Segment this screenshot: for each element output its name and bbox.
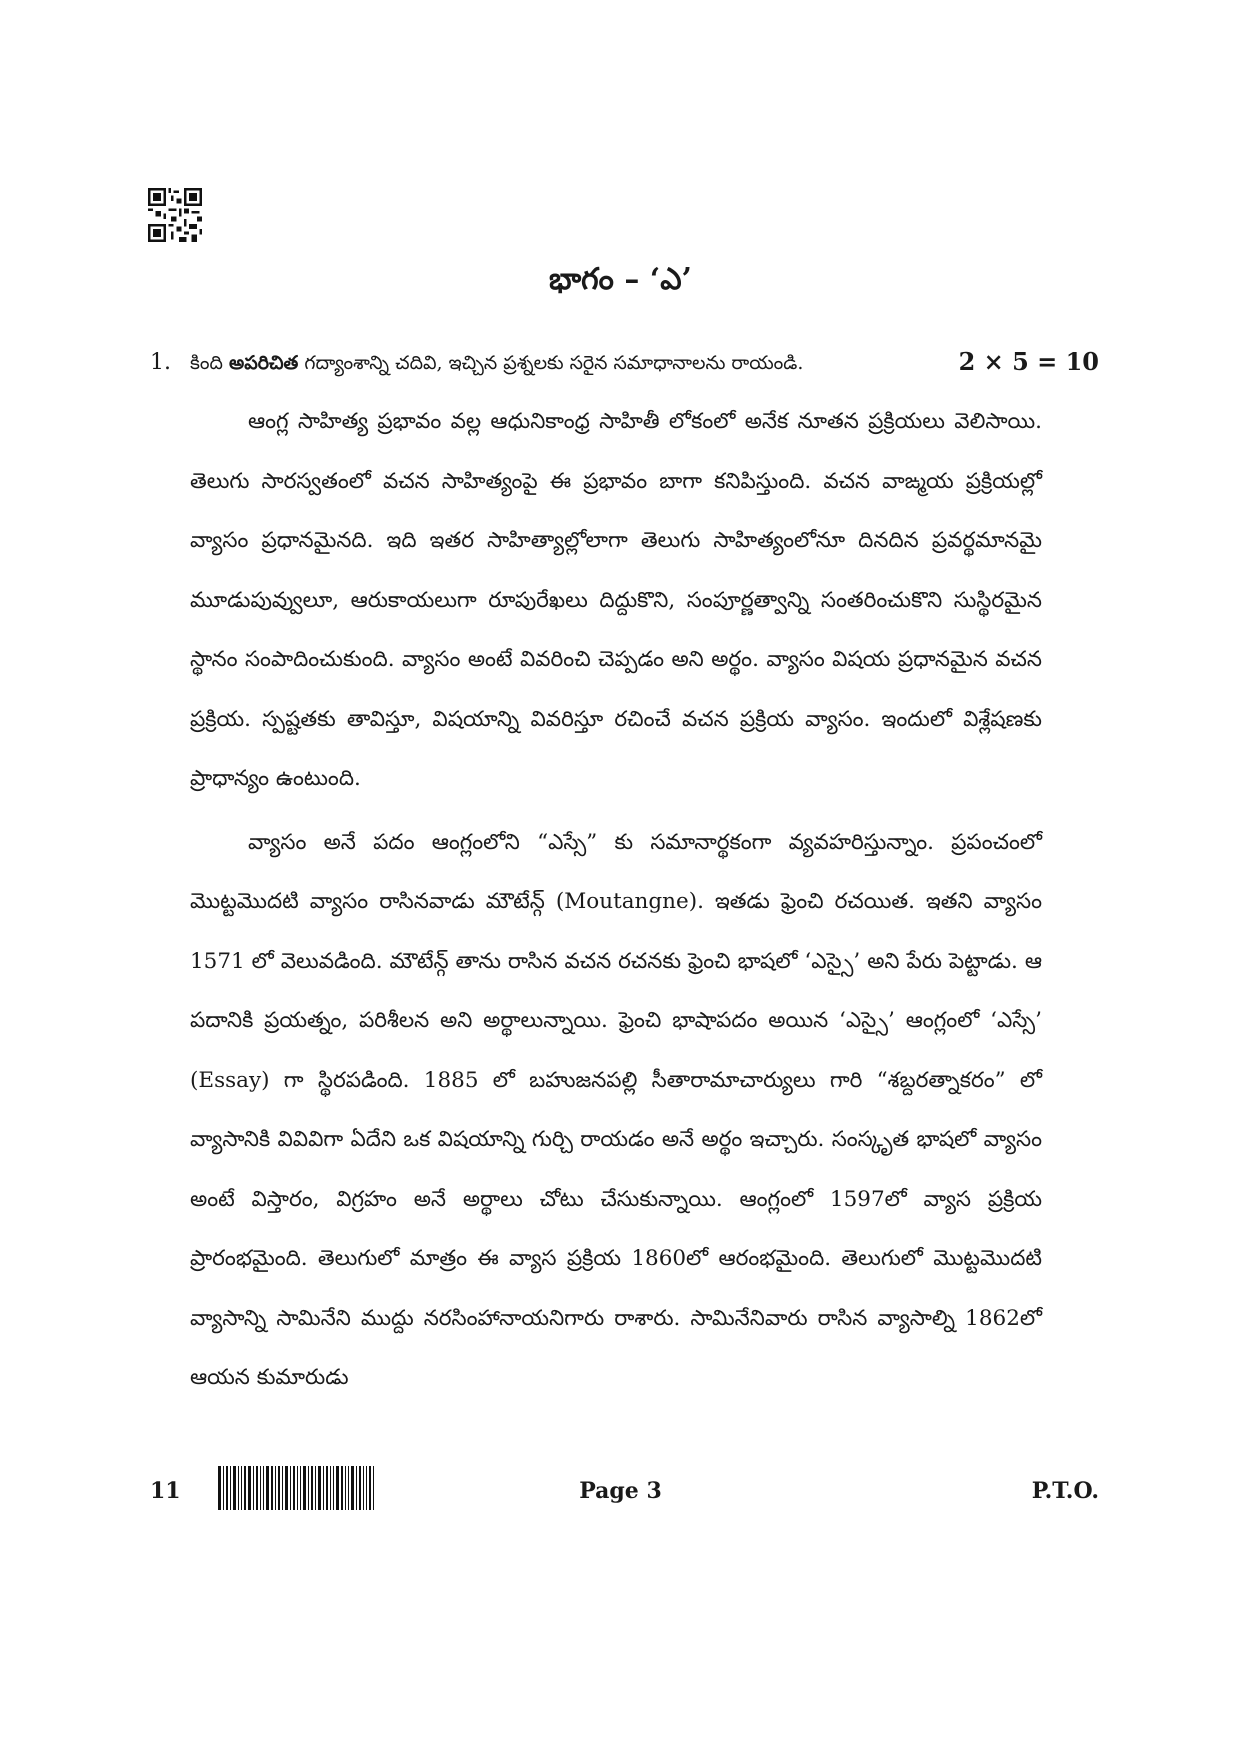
instruction-emphasis: అపరిచిత [229,352,299,374]
instruction-prefix: కింది [190,352,230,374]
question-marks: 2 × 5 = 10 [958,347,1099,376]
question-instruction [190,352,803,379]
question-number: 1. [150,350,171,375]
passage [190,392,1042,1408]
please-turn-over: P.T.O. [1031,1478,1099,1504]
passage-paragraph: ఆంగ్ల సాహిత్య ప్రభావం వల్ల ఆధునికాంధ్ర సాహితీ లోకంలో అనేక నూతన ప్రక్రియలు వెలిసాయి. తెలుగు సారస్వతంలో వచన సాహిత్యంపై ఈ ప్రభావం బాగా కనిపిస్తుంది. వచన వాఙ్మయ ప్రక్రియల్లో వ్యాసం ప్రధానమైనది. ఇది ఇతర సాహిత్యాల్లోలాగా తెలుగు సాహిత్యంలోనూ దినదిన ప్రవర్థమానమై మూడుపువ్వులూ, ఆరుకాయలుగా రూపురేఖలు దిద్దుకొని, సంపూర్ణత్వాన్ని సంతరించుకొని సుస్థిరమైన స్థానం సంపాదించుకుంది. వ్యాసం అంటే వివరించి చెప్పడం అని అర్థం. వ్యాసం విషయ ప్రధానమైన వచన ప్రక్రియ. స్పష్టతకు తావిస్తూ, విషయాన్ని వివరిస్తూ రచించే వచన ప్రక్రియ వ్యాసం. ఇందులో విశ్లేషణకు ప్రాధాన్యం ఉంటుంది. [190,409,1042,791]
page-number: Page 3 [579,1478,662,1504]
paper-code: 11 [150,1478,181,1504]
instruction-suffix: గద్యాంశాన్ని చదివి, ఇచ్చిన ప్రశ్నలకు సరైన సమాధానాలను రాయండి. [298,352,804,374]
section-title: భాగం – ‘ఎ’ [549,262,692,297]
passage-paragraph: వ్యాసం అనే పదం ఆంగ్లంలోని “ఎస్సే” కు సమానార్థకంగా వ్యవహరిస్తున్నాం. ప్రపంచంలో మొట్టమొదటి వ్యాసం రాసినవాడు మౌటేన్గ్ (Moutangne). ఇతడు ఫ్రెంచి రచయిత. ఇతని వ్యాసం 1571 లో వెలువడింది. మౌటేన్గ్ తాను రాసిన వచన రచనకు ఫ్రెంచి భాషలో ‘ఎస్సై’ అని పేరు పెట్టాడు. ఆ పదానికి ప్రయత్నం, పరిశీలన అని అర్థాలున్నాయి. ఫ్రెంచి భాషాపదం అయిన ‘ఎస్సై’ ఆంగ్లంలో ‘ఎస్సే’ (Essay) గా స్థిరపడింది. 1885 లో బహుజనపల్లి సీతారామాచార్యులు గారి “శబ్దరత్నాకరం” లో వ్యాసానికి వివివిగా ఏదేని ఒక విషయాన్ని గుర్చి రాయడం అనే అర్థం ఇచ్చారు. సంస్కృత భాషలో వ్యాసం అంటే విస్తారం, విగ్రహం అనే అర్థాలు చోటు చేసుకున్నాయి. ఆంగ్లంలో 1597లో వ్యాస ప్రక్రియ ప్రారంభమైంది. తెలుగులో మాత్రం ఈ వ్యాస ప్రక్రియ 1860లో ఆరంభమైంది. తెలుగులో మొట్టమొదటి వ్యాసాన్ని సామినేని ముద్దు నరసింహానాయనిగారు రాశారు. సామినేనివారు రాసిన వ్యాసాల్ని 1862లో ఆయన కుమారుడు [190,829,1042,1390]
qr-code-icon [148,188,202,242]
